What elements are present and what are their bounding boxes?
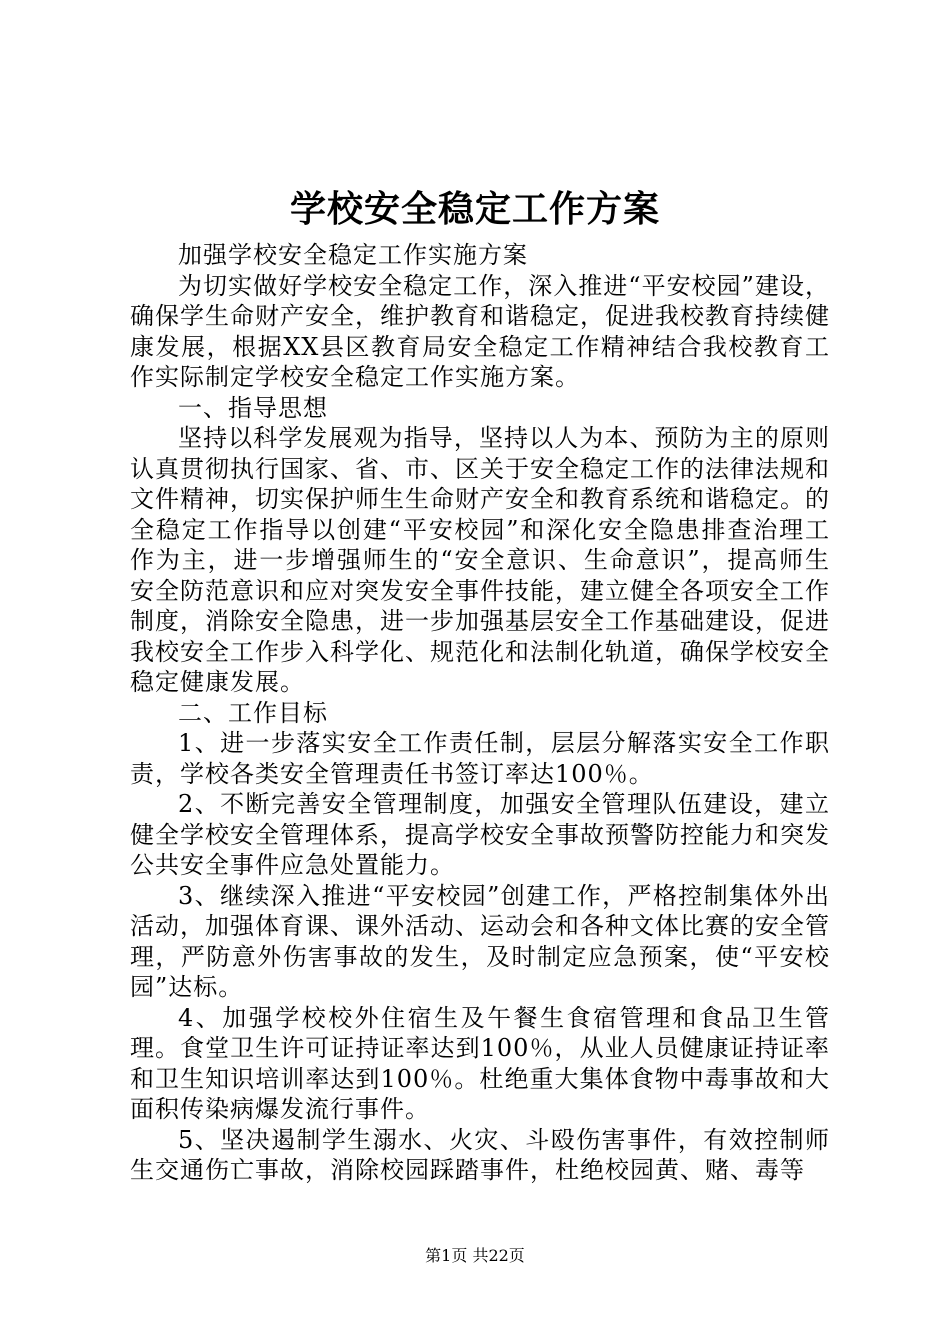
- paragraph-goal-5: 5、坚决遏制学生溺水、火灾、斗殴伤害事件，有效控制师生交通伤亡事故，消除校园踩踏事件，杜绝校园黄、赌、毒等: [130, 1125, 830, 1184]
- paragraph-goal-1: 1、进一步落实安全工作责任制，层层分解落实安全工作职责，学校各类安全管理责任书签订率达100％。: [130, 729, 830, 788]
- paragraph-goal-3: 3、继续深入推进“平安校园”创建工作，严格控制集体外出活动，加强体育课、课外活动、运动会和各种文体比赛的安全管理，严防意外伤害事故的发生，及时制定应急预案，使“平安校园”达标。: [130, 881, 830, 1001]
- heading-guiding-ideology: 一、指导思想: [178, 393, 328, 422]
- paragraph-subtitle: 加强学校安全稳定工作实施方案: [178, 241, 528, 269]
- paragraph-intro: 为切实做好学校安全稳定工作，深入推进“平安校园”建设，确保学生命财产安全，维护教育和谐稳定，促进我校教育持续健康发展，根据XX县区教育局安全稳定工作精神结合我校教育工作实际制定学校安全稳定工作实施方案。: [130, 271, 830, 391]
- document-body: [130, 240, 830, 1186]
- paragraph-guiding-ideology: 坚持以科学发展观为指导，坚持以人为本、预防为主的原则认真贯彻执行国家、省、市、区关于安全稳定工作的法律法规和文件精神，切实保护师生生命财产安全和教育系统和谐稳定。的全稳定工作指导以创建“平安校园”和深化安全隐患排查治理工作为主，进一步增强师生的“安全意识、生命意识”，提高师生安全防范意识和应对突发安全事件技能，建立健全各项安全工作制度，消除安全隐患，进一步加强基层安全工作基础建设，促进我校安全工作步入科学化、规范化和法制化轨道，确保学校安全稳定健康发展。: [130, 424, 830, 696]
- heading-work-goals: 二、工作目标: [178, 698, 328, 727]
- paragraph-goal-2: 2、不断完善安全管理制度，加强安全管理队伍建设，建立健全学校安全管理体系，提高学校安全事故预警防控能力和突发公共安全事件应急处置能力。: [130, 790, 830, 879]
- document-title: 学校安全稳定工作方案: [289, 188, 660, 230]
- paragraph-goal-4: 4、加强学校校外住宿生及午餐生食宿管理和食品卫生管理。食堂卫生许可证持证率达到100％，从业人员健康证持证率和卫生知识培训率达到100％。杜绝重大集体食物中毒事故和大面积传染病爆发流行事件。: [130, 1003, 830, 1123]
- page-footer: 第1页 共22页: [425, 1246, 525, 1265]
